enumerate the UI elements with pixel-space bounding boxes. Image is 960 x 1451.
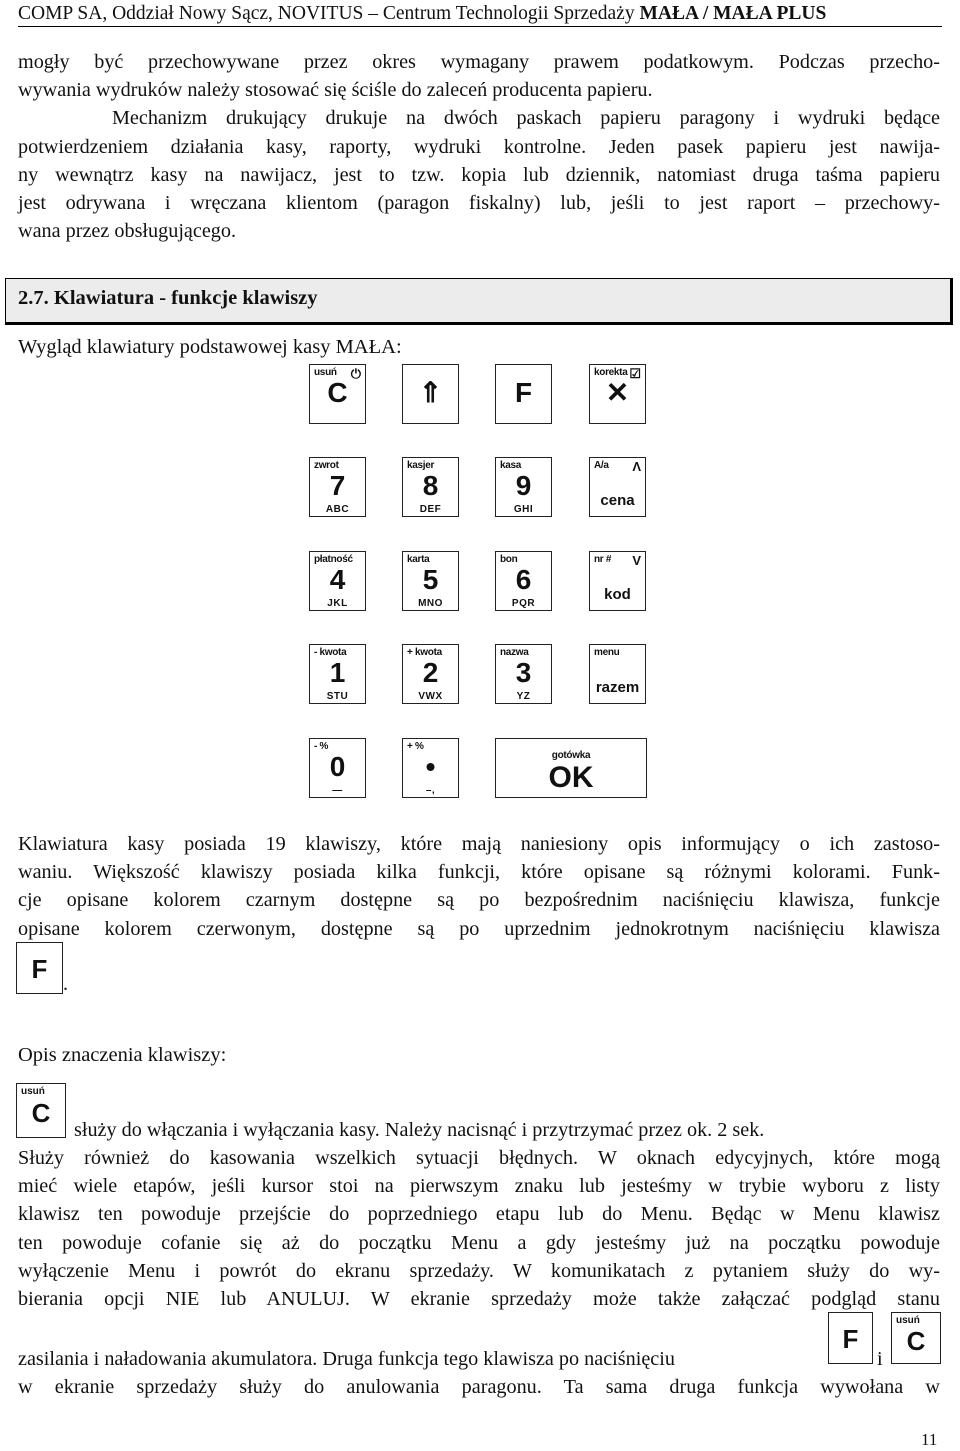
text-line: ten powoduje cofanie się aż do początku Menu a gdy jesteśmy już na początku powoduje [18,1231,940,1254]
key-word-label: razem [595,679,640,696]
key-main-label: C [31,1098,51,1128]
key-7[interactable] [309,457,366,517]
key-main-label: 2 [422,657,439,688]
key-symbol: Λ [632,459,641,474]
key-bottom-label: MNO [418,598,443,609]
text-line: jest odrywana i wręczana klientom (paragon fiskalny) lub, jeśli to jest raport – przechowy- [18,192,940,215]
text-fragment: zasilania i naładowania akumulatora. Druga funkcja tego klawisza po naciśnięciu [18,1348,675,1370]
key-2[interactable] [402,644,459,704]
key-main-label: 4 [329,564,346,595]
key-top-label: nr # [594,554,612,565]
text-line: opisane kolorem czerwonym, dostępne są po uprzednim jednokrotnym naciśnięciu klawisza [18,917,940,940]
keyboard-caption: Wygląd klawiatury podstawowej kasy MAŁA: [18,336,402,358]
key-top-label: płatność [314,554,353,565]
key-main-label: 8 [422,470,439,501]
key-bottom-label: — [332,785,343,796]
key-top-label: bon [500,554,518,565]
key-bottom-label: PQR [511,598,536,609]
key-top-label: + kwota [407,647,442,658]
text-line: ny wewnątrz kasy na nawijacz, jest to tzw. kopia lub dziennik, natomiast druga taśma papieru [18,163,940,186]
key-top-label: kasa [500,460,522,471]
key-main-label: C [327,377,348,408]
key-top-label: - kwota [314,647,347,658]
text-fragment: służy do włączania i wyłączania kasy. Należy nacisnąć i przytrzymać przez ok. 2 sek. [74,1119,765,1141]
key-bottom-label: VWX [418,691,443,702]
text-line: wyłączenie Menu i powrót do ekranu sprzedaży. W komunikatach z pytaniem służy do wy- [18,1259,940,1282]
text-fragment: i [877,1348,883,1370]
key-bottom-label: STU [326,691,349,702]
text-line: mieć wiele etapów, jeśli kursor stoi na pierwszym znaku lub jesteśmy w trybie wyboru z listy [18,1175,940,1198]
key-dot[interactable] [402,738,459,798]
key-main-label: C [906,1326,926,1356]
header-text: COMP SA, Oddział Nowy Sącz, NOVITUS – Centrum Technologii Sprzedaży [18,3,635,24]
text-line: Mechanizm drukujący drukuje na dwóch paskach papieru paragony i wydruki będące [18,107,940,130]
text-line: wywania wydruków należy stosować się ściśle do zaleceń producenta papieru. [18,79,653,102]
key-bottom-label: DEF [419,504,442,515]
key-main-label: F [842,1324,859,1354]
inline-key-f-2 [828,1312,873,1364]
key-main-label: 7 [329,470,346,501]
key-main-label: ⇑ [418,377,443,408]
key-bottom-label: –, [425,785,436,796]
section-title: 2.7. Klawiatura - funkcje klawiszy [18,287,318,309]
key-8[interactable] [402,457,459,517]
text-line: w ekranie sprzedaży służy do anulowania paragonu. Ta sama druga funkcja wywołana w [18,1376,940,1398]
inline-key-usun [16,1083,66,1138]
key-top-label: gotówka [551,750,591,761]
key-cena[interactable] [589,457,646,517]
key-0[interactable] [309,738,366,798]
key-bottom-label: GHI [513,504,534,515]
text-line: cje opisane kolorem czarnym dostępne są po bezpośrednim naciśnięciu klawisza, funkcje [18,889,940,912]
key-top-label: usuń [21,1086,45,1097]
text-line: mogły być przechowywane przez okres wymagany prawem podatkowym. Podczas przecho- [18,51,940,73]
text-line: Służy również do kasowania wszelkich sytuacji błędnych. W oknach edycyjnych, które mogą [18,1147,940,1169]
key-main-label: 9 [515,470,532,501]
text-line: potwierdzeniem działania kasy, raporty, wydruki kontrolne. Jeden pasek papieru jest nawija- [18,135,940,158]
key-main-label: 3 [515,657,532,688]
key-word-label: kod [604,586,631,603]
key-kod[interactable] [589,551,646,611]
text-line: bierania opcji NIE lub ANULUJ. W ekranie sprzedaży może także załączać podgląd stanu [18,1288,940,1311]
key-symbol: ☑ [629,366,641,381]
key-ok[interactable] [495,738,647,798]
inline-key-usun-2 [891,1312,941,1364]
key-top-label: + % [407,741,424,752]
text-line: Klawiatura kasy posiada 19 klawiszy, które mają naniesiony opis informujący o ich zastoso- [18,833,940,855]
key-3[interactable] [495,644,552,704]
key-top-label: karta [407,554,430,565]
key-korekta[interactable] [589,364,646,424]
key-top-label: nazwa [500,647,529,658]
page-header [18,0,942,27]
key-word-label: cena [600,492,635,509]
key-4[interactable] [309,551,366,611]
key-razem[interactable] [589,644,646,704]
key-main-label: F [514,377,533,408]
key-description-heading: Opis znaczenia klawiszy: [18,1044,227,1066]
key-main-label: 5 [422,564,439,595]
key-main-label: OK [548,761,594,794]
page-number: 11 [921,1430,938,1449]
paragraph-continuation [18,1373,940,1401]
key-paper-feed[interactable] [402,364,459,424]
key-usun[interactable] [309,364,366,424]
text-line: wana przez obsługującego. [18,220,237,243]
key-main-label: 6 [515,564,532,595]
section-heading-box [5,278,953,325]
key-1[interactable] [309,644,366,704]
key-top-label: kasjer [407,460,435,471]
header-model: MAŁA / MAŁA PLUS [639,3,827,24]
key-symbol: V [632,553,641,568]
paragraph-keyboard-description [18,830,940,943]
key-bottom-label: YZ [516,691,531,702]
key-5[interactable] [402,551,459,611]
key-top-label: menu [594,647,620,658]
inline-key-f [16,942,63,994]
key-9[interactable] [495,457,552,517]
key-main-label: ✕ [605,377,630,408]
text-line: klawisz ten powoduje przejście do poprzedniego etapu lub do Menu. Będąc w Menu klawisz [18,1203,940,1226]
key-top-label: usuń [896,1315,920,1326]
key-symbol: ⏻ [350,366,361,381]
key-main-label: 1 [329,657,346,688]
key-top-label: zwrot [314,460,339,471]
key-main-label: 0 [329,751,346,782]
text-fragment: . [63,973,69,995]
key-top-label: A/a [594,460,609,471]
key-f[interactable] [495,364,552,424]
key-bottom-label: JKL [327,598,348,609]
paragraph-usun-description [18,1144,940,1313]
text-line: waniu. Większość klawiszy posiada kilka funkcji, które opisane są różnymi kolorami. Funk- [18,861,940,884]
key-main-label: F [31,954,48,984]
key-top-label: usuń [314,367,337,378]
key-bottom-label: ABC [325,504,350,515]
key-6[interactable] [495,551,552,611]
key-top-label: - % [314,741,329,752]
key-top-label: korekta [594,367,628,378]
paragraph-paper-storage [18,48,940,245]
key-main-label: • [425,751,436,782]
